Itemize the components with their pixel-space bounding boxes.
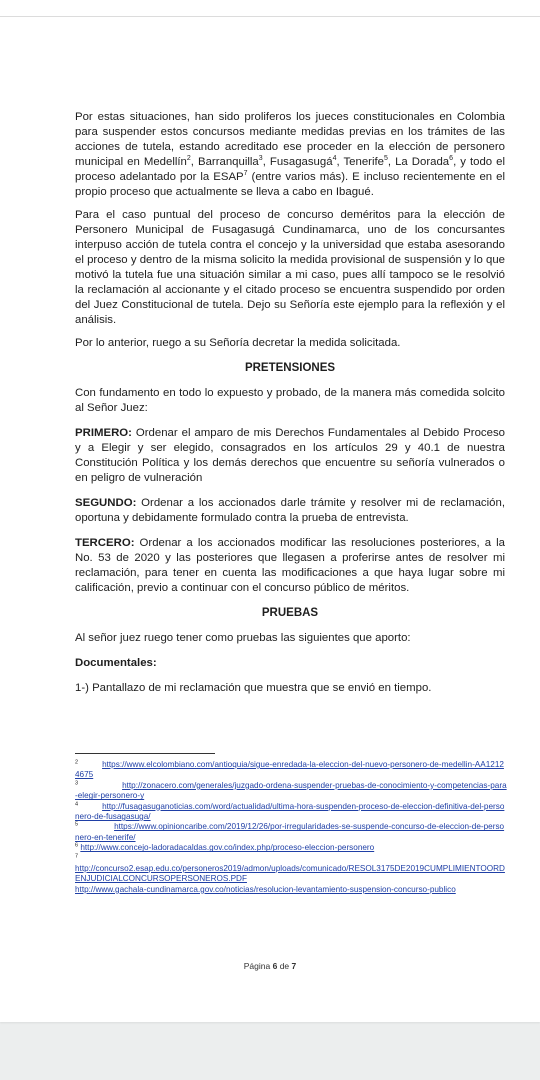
footnote-link[interactable]: http://zonacero.com/generales/juzgado-ordena-suspender-pruebas-de-conocimiento-y-competencias-para-elegir-personero-y [75,780,507,801]
footnote-link[interactable]: http://fusagasuganoticias.com/word/actualidad/ultima-hora-suspenden-proceso-de-eleccion-definitiva-del-personero-de-fusagasuga/ [75,801,505,822]
footnote-ref[interactable]: 3 [258,155,263,163]
page-number-prefix: Página [243,961,273,971]
footnote-ref[interactable]: 2 [186,155,191,163]
paragraph-text: Por estas situaciones, han sido proliferos los jueces constitucionales en Colombia para suspender estos concursos mediante medidas previas en los trámites de las acciones de tutela, estando acreditado ese proceder en la elección de personero municipal en Medellín [75,111,505,168]
claim-label: TERCERO: [75,537,135,549]
footnote-link[interactable]: http://concurso2.esap.edu.co/personeros2019/admon/uploads/comunicado/RESOL3175DE2019CUMPLIMIENTOORDENJUDICIALCONCURSOPERSONEROS.PDF [75,864,505,884]
footnote-ref[interactable]: 4 [332,155,337,163]
footnote-5 [75,822,507,843]
footnote-6 [75,843,507,853]
footnote-link[interactable]: http://www.concejo-ladoradacaldas.gov.co/index.php/proceso-eleccion-personero [80,843,375,853]
footnote-ref[interactable]: 5 [384,155,388,163]
footnotes-section [75,753,507,895]
paragraph-text: , y todo el proceso adelantado por la ESAP [75,156,506,183]
footnote-2 [75,760,507,781]
claim-tercero [75,536,505,596]
footnote-3 [75,781,507,802]
subheading-text: Documentales: [75,657,157,669]
footnote-number: 2 [75,759,79,766]
paragraph-text: , Tenerife [336,156,384,168]
page-body [75,110,505,704]
claim-text: Ordenar el amparo de mis Derechos Fundamentales al Debido Proceso y a Elegir y ser elegido, consagrados en los artículos 29 y 40.1 de nuestra Constitución Política y los demás derechos que encuentre su señoría vulnerados o en peligro de vulneración [75,427,505,484]
claim-label: SEGUNDO: [75,497,137,509]
footnote-ref[interactable]: 6 [449,155,454,163]
footnote-link[interactable]: http://www.gachala-cundinamarca.gov.co/noticias/resolucion-levantamiento-suspension-concurso-publico [75,884,456,894]
subheading-documentales [75,656,505,671]
claim-text: Ordenar a los accionados darle trámite y resolver mi de reclamación, oportuna y debidamente formulado contra la prueba de entrevista. [75,497,505,524]
claim-primero [75,426,505,486]
footnote-link[interactable]: https://www.opinioncaribe.com/2019/12/26/por-irregularidades-se-suspende-concurso-de-eleccion-de-personero-en-tenerife/ [75,822,505,842]
paragraph-intro-pretensiones: Con fundamento en todo lo expuesto y probado, de la manera más comedida solcito al Señor Juez: [75,387,505,414]
paragraph-request: Por lo anterior, ruego a su Señoría decretar la medida solicitada. [75,337,401,349]
footnote-separator [75,753,215,754]
page-number-total: 7 [291,961,297,971]
footnote-7 [75,854,507,885]
footnote-ref[interactable]: 7 [243,170,248,178]
claim-segundo [75,496,505,526]
paragraph-text: , La Dorada [387,156,450,168]
claim-label: PRIMERO: [75,427,132,439]
paragraph-precedents [75,110,505,200]
claim-text: Ordenar a los accionados modificar las resoluciones posteriores, a la No. 53 de 2020 y las posteriores que llegasen a proferirse antes de resolver mi reclamación, para tener en cuenta las modificaciones a que haya lugar sobre mi calificación, previo a continuar con el concurso público de méritos. [75,537,505,594]
paragraph-text: (entre varios más). E incluso recientemente en el propio proceso que actualmente se lleva a cabo en Ibagué. [75,171,505,198]
page-number-current: 6 [272,961,278,971]
footnote-4 [75,802,507,823]
heading-pruebas: PRUEBAS [261,607,319,619]
paragraph-text: , Fusagasugá [262,156,333,168]
footnote-7-continued [75,885,507,895]
footnote-link[interactable]: https://www.elcolombiano.com/antioquia/sigue-enredada-la-eleccion-del-nuevo-personero-de-medellin-AA12124675 [75,760,504,780]
top-divider [0,16,540,17]
footnote-number: 4 [75,800,79,807]
footnote-number: 6 [75,842,79,849]
footnote-number: 7 [75,852,79,859]
footnote-number: 5 [75,821,79,828]
page-number [0,961,540,971]
heading-pretensiones: PRETENSIONES [244,362,336,374]
paragraph-fusagasuga-case: Para el caso puntual del proceso de concurso deméritos para la elección de Personero Municipal de Fusagasugá Cundinamarca, uno de los concursantes interpuso acción de tutela contra el concejo y la universidad que estaba asesorando el proceso y dentro de la misma solicito la medida provisional de suspensión y lo que motivó la tutela fue una situación similar a mi caso, pues allí tampoco se le resolvió la reclamación al accionante y el citado proceso se encuentra suspendido por orden del Juez Constitucional de tutela. Dejo su Señoría este ejemplo para la reflexión y el análisis. [75,209,505,326]
evidence-item-1: 1-) Pantallazo de mi reclamación que muestra que se envió en tiempo. [75,682,432,694]
footnote-number: 3 [75,780,79,787]
paragraph-pruebas-intro: Al señor juez ruego tener como pruebas las siguientes que aporto: [75,632,411,644]
page-number-middle: de [277,961,292,971]
paragraph-text: , Barranquilla [190,156,259,168]
